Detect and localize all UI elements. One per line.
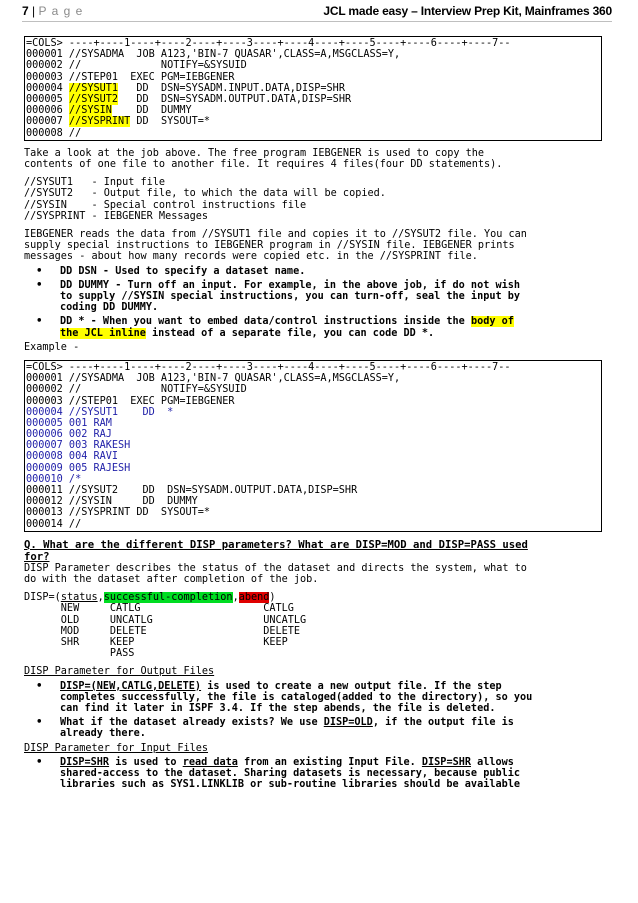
code-line: 000003 //STEP01 EXEC PGM=IEBGENER xyxy=(26,395,235,407)
dd-bullet-list xyxy=(24,266,614,339)
code-block-1 xyxy=(24,36,602,141)
list-item: • DD DSN - Used to specify a dataset name. xyxy=(36,265,306,277)
highlight: body of xyxy=(470,316,514,328)
code-line: 000004 //SYSUT1 DD * xyxy=(26,406,174,418)
page-word: P a g e xyxy=(38,4,84,18)
code-line: 000011 //SYSUT2 DD DSN=SYSADM.OUTPUT.DATA,DISP=SHR xyxy=(26,485,358,496)
highlight: the JCL inline xyxy=(60,327,146,339)
code-line: 000009 005 RAJESH xyxy=(26,462,131,474)
list-item: • DD DUMMY - Turn off an input. For example, in the above job, if do not wish to supply //SYSIN special instructions, you can turn-off, seal the input by coding DD DUMMY. xyxy=(36,279,521,314)
input-bullet-list xyxy=(24,757,614,791)
disp-syntax: DISP=(status,successful-completion,abend) xyxy=(24,592,276,604)
page-header xyxy=(22,2,612,20)
code-line: 000014 // xyxy=(26,518,82,530)
code-line: =COLS> ----+----1----+----2----+----3----+----4----+----5----+----6----+----7-- xyxy=(26,38,511,49)
list-item: • DISP=SHR is used to read data from an existing Input File. DISP=SHR allows shared-access to the dataset. Sharing datasets is necessary, because public libraries such as SYS1.LINKLIB or sub-routine libraries should be available xyxy=(36,756,521,791)
code-line: 000013 //SYSPRINT DD SYSOUT=* xyxy=(26,507,211,519)
code-line: 000008 // xyxy=(26,127,82,139)
code-line: 000008 004 RAVI xyxy=(26,451,119,463)
list-item: • What if the dataset already exists? We use DISP=OLD, if the output file is already there. xyxy=(36,717,514,740)
code-line: 000006 //SYSIN DD DUMMY xyxy=(26,105,192,117)
code-line: 000002 // NOTIFY=&SYSUID xyxy=(26,384,247,396)
code-line: 000005 001 RAM xyxy=(26,417,112,429)
highlight: abend xyxy=(238,592,270,604)
page-number xyxy=(22,4,83,18)
highlight: //SYSIN xyxy=(68,105,112,117)
header-rule xyxy=(22,21,612,22)
highlight: //SYSUT1 xyxy=(68,82,119,94)
input-files-heading: DISP Parameter for Input Files xyxy=(24,742,209,754)
code-line: 000004 //SYSUT1 DD DSN=SYSADM.INPUT.DATA,DISP=SHR xyxy=(26,82,345,94)
code-line: 000005 //SYSUT2 DD DSN=SYSADM.OUTPUT.DATA,DISP=SHR xyxy=(26,93,352,105)
disp-description: DISP Parameter describes the status of the dataset and directs the system, what to do with the dataset after completion of the job. xyxy=(24,562,527,585)
highlight: //SYSPRINT xyxy=(68,116,131,128)
iebgener-paragraph: IEBGENER reads the data from //SYSUT1 file and copies it to //SYSUT2 file. You can supply special instructions to IEBGENER program in //SYSIN file. IEBGENER prints messages - about how many records were copied etc. in the //SYSPRINT file. xyxy=(24,228,527,263)
code-line: 000006 002 RAJ xyxy=(26,429,112,441)
document-title: JCL made easy – Interview Prep Kit, Mainframes 360 xyxy=(323,4,612,18)
code-line: 000007 //SYSPRINT DD SYSOUT=* xyxy=(26,116,211,128)
code-line: 000001 //SYSADMA JOB A123,'BIN-7 QUASAR',CLASS=A,MSGCLASS=Y, xyxy=(26,49,401,61)
question-heading: Q. What are the different DISP parameters? What are DISP=MOD and DISP=PASS used for? xyxy=(24,538,528,563)
disp-values-table: NEW CATLG CATLG OLD UNCATLG UNCATLG MOD DELETE DELETE SHR KEEP KEEP PASS xyxy=(60,603,307,660)
intro-paragraph: Take a look at the job above. The free program IEBGENER is used to copy the contents of one file to another file. It requires 4 files(four DD statements). xyxy=(24,147,503,170)
code-line: 000002 // NOTIFY=&SYSUID xyxy=(26,60,247,72)
example-label: Example - xyxy=(24,341,80,353)
code-line: 000007 003 RAKESH xyxy=(26,440,131,452)
page-body xyxy=(24,36,614,793)
page-separator: | xyxy=(32,4,36,18)
highlight: successful-completion xyxy=(103,592,233,604)
code-line: 000012 //SYSIN DD DUMMY xyxy=(26,496,198,508)
output-files-heading: DISP Parameter for Output Files xyxy=(24,666,215,678)
list-item: • DISP=(NEW,CATLG,DELETE) is used to create a new output file. If the step completes successfully, the file is cataloged(added to the directory), so you can find it later in ISPF 3.4. If the step abends, the file is deleted. xyxy=(36,680,533,714)
output-bullet-list xyxy=(24,681,614,740)
code-line: 000003 //STEP01 EXEC PGM=IEBGENER xyxy=(26,71,235,83)
dd-definitions: //SYSUT1 - Input file //SYSUT2 - Output file, to which the data will be copied. //SYSIN - Special control instructions file //SYSPRINT - IEBGENER Messages xyxy=(24,177,386,222)
code-line: 000001 //SYSADMA JOB A123,'BIN-7 QUASAR',CLASS=A,MSGCLASS=Y, xyxy=(26,373,401,385)
highlight: //SYSUT2 xyxy=(68,93,119,105)
code-block-2 xyxy=(24,360,602,532)
code-line: 000010 /* xyxy=(26,473,82,485)
list-item: • DD * - When you want to embed data/control instructions inside the body of the JCL inline instead of a separate file, you can code DD *. xyxy=(36,316,514,339)
code-line: =COLS> ----+----1----+----2----+----3----+----4----+----5----+----6----+----7-- xyxy=(26,361,511,373)
page-number-value: 7 xyxy=(22,4,29,18)
